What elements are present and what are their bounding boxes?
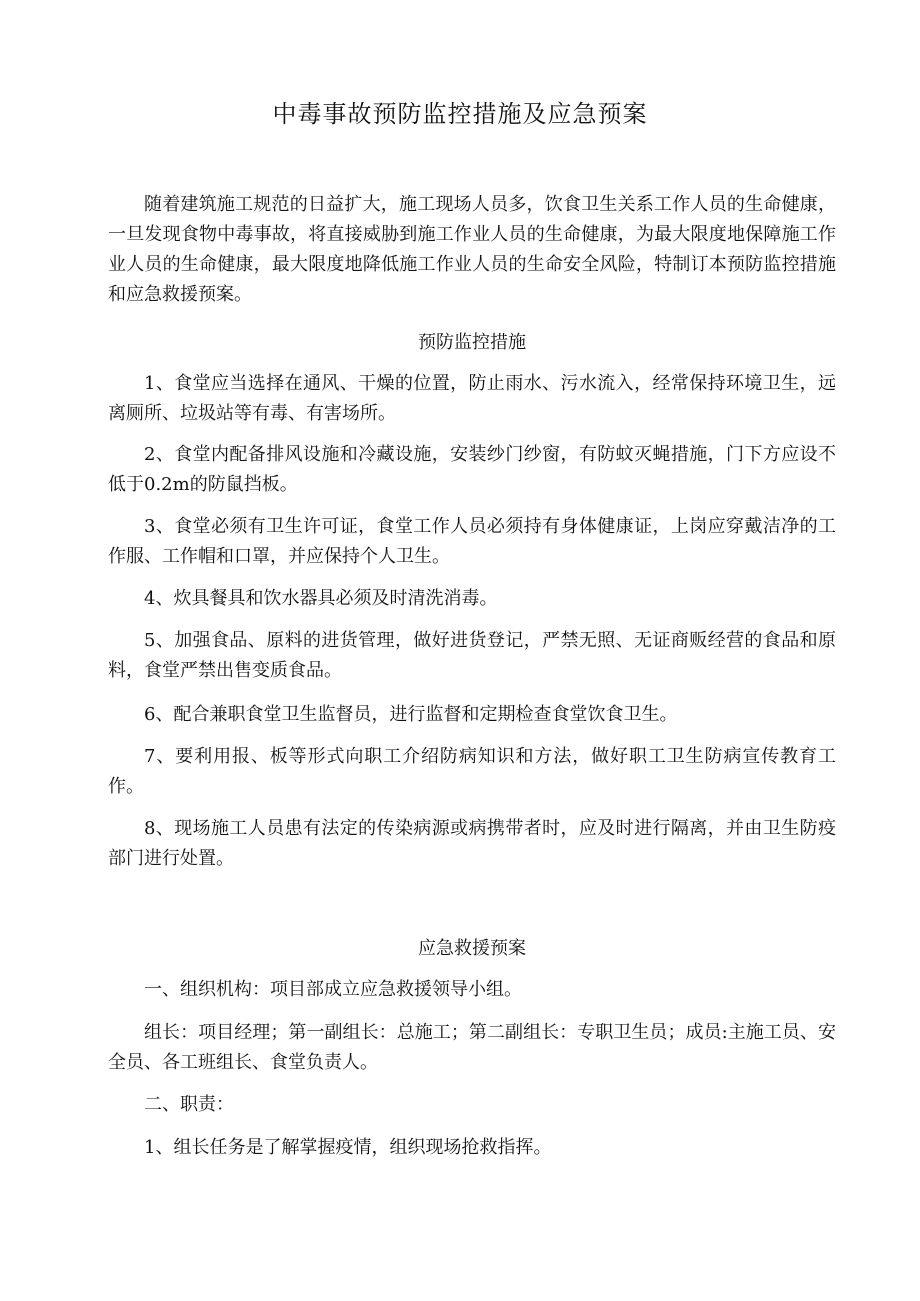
emergency-duty-1: 1、组长任务是了解掌握疫情，组织现场抢救指挥。 bbox=[144, 1137, 552, 1158]
emergency-org: 一、组织机构：项目部成立应急救援领导小组。 bbox=[144, 979, 522, 1000]
prevention-item-4: 4、炊具餐具和饮水器具必须及时清洗消毒。 bbox=[144, 588, 498, 609]
document-title: 中毒事故预防监控措施及应急预案 bbox=[272, 100, 648, 128]
prevention-item-3: 3、食堂必须有卫生许可证，食堂工作人员必须持有身体健康证，上岗应穿戴洁净的工作服、工作帽和口罩，并应保持个人卫生。 bbox=[108, 516, 836, 567]
emergency-members: 组长：项目经理；第一副组长：总施工；第二副组长：专职卫生员；成员:主施工员、安全员、各工班组长、食堂负责人。 bbox=[108, 1022, 836, 1073]
intro-paragraph: 随着建筑施工规范的日益扩大，施工现场人员多，饮食卫生关系工作人员的生命健康，一旦发现食物中毒事故，将直接威胁到施工作业人员的生命健康，为最大限度地保障施工作业人员的生命健康，最大限度地降低施工作业人员的生命安全风险，特制订本预防监控措施和应急救援预案。 bbox=[108, 194, 836, 305]
prevention-item-6: 6、配合兼职食堂卫生监督员，进行监督和定期检查食堂饮食卫生。 bbox=[144, 704, 678, 725]
prevention-item-2: 2、食堂内配备排风设施和冷藏设施，安装纱门纱窗，有防蚊灭蝇措施，门下方应设不低于0.2m的防鼠挡板。 bbox=[108, 444, 836, 495]
prevention-item-7: 7、要利用报、板等形式向职工介绍防病知识和方法，做好职工卫生防病宣传教育工作。 bbox=[108, 746, 836, 797]
emergency-duties-heading: 二、职责： bbox=[144, 1094, 234, 1115]
prevention-item-1: 1、食堂应当选择在通风、干燥的位置，防止雨水、污水流入，经常保持环境卫生，远离厕所、垃圾站等有毒、有害场所。 bbox=[108, 373, 836, 424]
emergency-heading: 应急救援预案 bbox=[418, 938, 526, 959]
prevention-item-5: 5、加强食品、原料的进货管理，做好进货登记，严禁无照、无证商贩经营的食品和原料，食堂严禁出售变质食品。 bbox=[108, 630, 836, 681]
prevention-heading: 预防监控措施 bbox=[418, 332, 526, 353]
prevention-item-8: 8、现场施工人员患有法定的传染病源或病携带者时，应及时进行隔离，并由卫生防疫部门进行处置。 bbox=[108, 818, 836, 869]
